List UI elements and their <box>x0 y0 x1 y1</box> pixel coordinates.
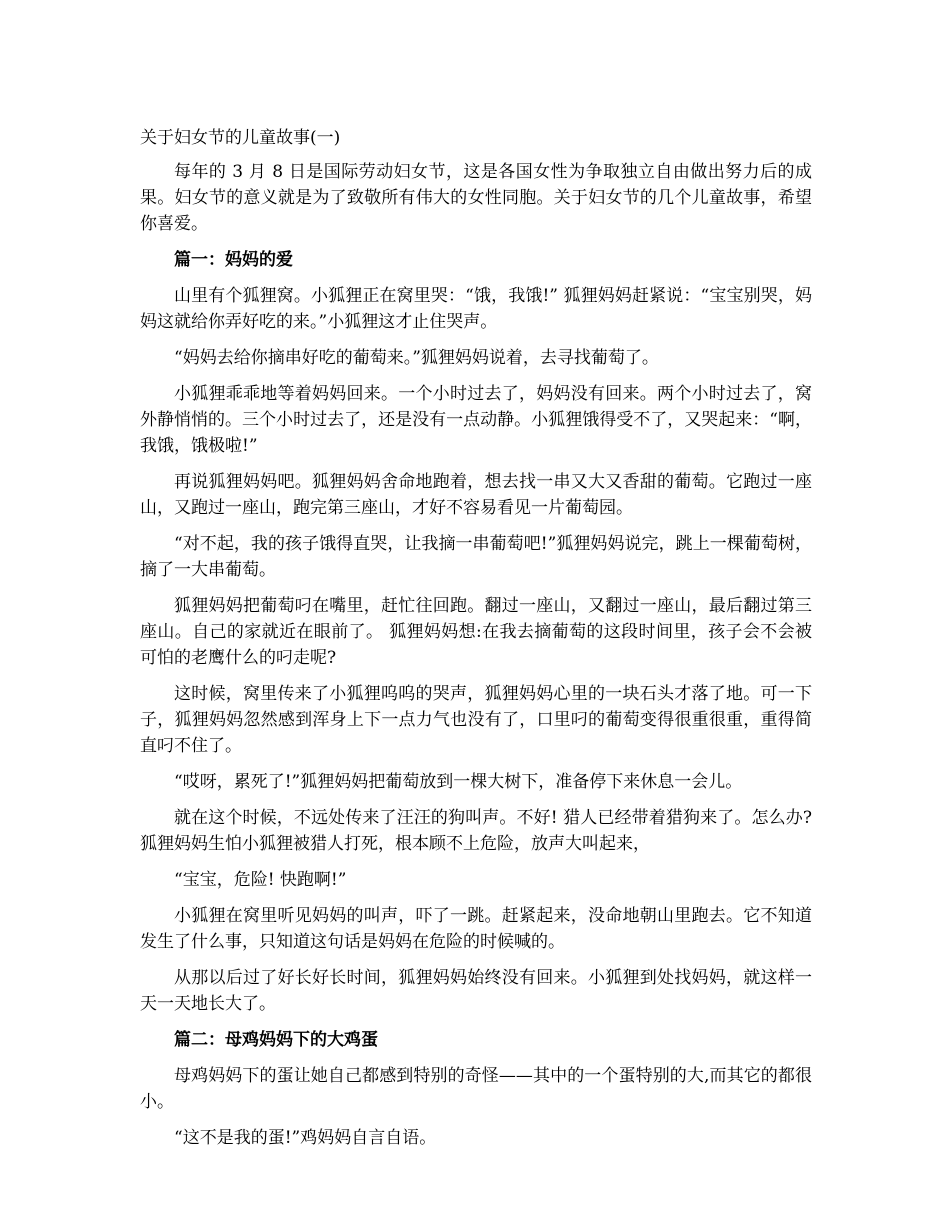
section-1-paragraph: 狐狸妈妈把葡萄叼在嘴里，赶忙往回跑。翻过一座山，又翻过一座山，最后翻过第三座山。自己的家就近在眼前了。 狐狸妈妈想:在我去摘葡萄的这段时间里，孩子会不会被可怕的老鹰什么的叼走呢? <box>140 596 812 668</box>
section-1-paragraph: 就在这个时候，不远处传来了汪汪的狗叫声。不好! 猎人已经带着猎狗来了。怎么办? 狐狸妈妈生怕小狐狸被猎人打死，根本顾不上危险，放声大叫起来， <box>140 808 812 854</box>
section-1-paragraph: “哎呀，累死了!”狐狸妈妈把葡萄放到一棵大树下，准备停下来休息一会儿。 <box>174 772 743 792</box>
section-1-paragraph: 山里有个狐狸窝。小狐狸正在窝里哭：“饿，我饿!” 狐狸妈妈赶紧说：“宝宝别哭，妈妈这就给你弄好吃的来。”小狐狸这才止住哭声。 <box>140 286 812 332</box>
section-1-paragraph: “对不起，我的孩子饿得直哭，让我摘一串葡萄吧!”狐狸妈妈说完，跳上一棵葡萄树，摘了一大串葡萄。 <box>140 534 812 580</box>
document-page <box>140 126 812 1161</box>
section-1-paragraph: 再说狐狸妈妈吧。狐狸妈妈舍命地跑着，想去找一串又大又香甜的葡萄。它跑过一座山，又跑过一座山，跑完第三座山，才好不容易看见一片葡萄园。 <box>140 472 812 518</box>
section-1-paragraph: “宝宝，危险! 快跑啊!” <box>174 870 347 890</box>
section-2-paragraph: “这不是我的蛋!”鸡妈妈自言自语。 <box>174 1128 437 1148</box>
intro-paragraph: 每年的 3 月 8 日是国际劳动妇女节，这是各国女性为争取独立自由做出努力后的成果。妇女节的意义就是为了致敬所有伟大的女性同胞。关于妇女节的几个儿童故事，希望你喜爱。 <box>140 162 812 234</box>
section-2-paragraph: 母鸡妈妈下的蛋让她自己都感到特别的奇怪——其中的一个蛋特别的大,而其它的都很小。 <box>140 1066 812 1112</box>
section-1-paragraph: 小狐狸在窝里听见妈妈的叫声，吓了一跳。赶紧起来，没命地朝山里跑去。它不知道发生了什么事，只知道这句话是妈妈在危险的时候喊的。 <box>140 906 812 952</box>
section-1-heading: 篇一：妈妈的爱 <box>174 250 293 270</box>
section-1-paragraph: 小狐狸乖乖地等着妈妈回来。一个小时过去了，妈妈没有回来。两个小时过去了，窝外静悄悄的。三个小时过去了，还是没有一点动静。小狐狸饿得受不了，又哭起来：“啊，我饿，饿极啦!” <box>140 384 812 456</box>
section-1-paragraph: “妈妈去给你摘串好吃的葡萄来。”狐狸妈妈说着，去寻找葡萄了。 <box>174 348 659 368</box>
section-2-heading: 篇二：母鸡妈妈下的大鸡蛋 <box>174 1030 378 1050</box>
document-title: 关于妇女节的儿童故事(一) <box>140 128 341 148</box>
section-1-paragraph: 从那以后过了好长好长时间，狐狸妈妈始终没有回来。小狐狸到处找妈妈，就这样一天一天地长大了。 <box>140 968 812 1014</box>
section-1-paragraph: 这时候，窝里传来了小狐狸呜呜的哭声，狐狸妈妈心里的一块石头才落了地。可一下子，狐狸妈妈忽然感到浑身上下一点力气也没有了，口里叼的葡萄变得很重很重，重得简直叼不住了。 <box>140 684 812 756</box>
